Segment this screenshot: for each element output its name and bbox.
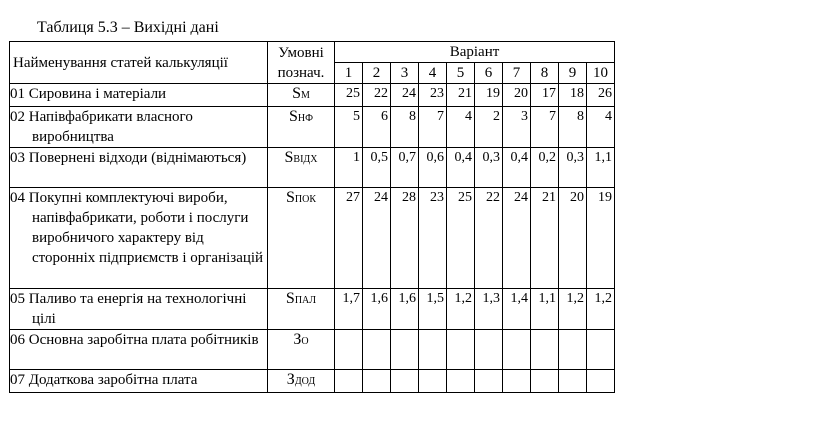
header-symbol-line2: познач. [277,64,325,81]
row-symbol-subscript: ВІДХ [293,154,318,165]
row-name: 02 Напівфабрикати власного виробництва [10,109,193,145]
row-symbol [268,370,335,393]
row-symbol-main: S [292,85,301,102]
row-value-variant-3: 1,6 [391,289,419,330]
row-value-variant-1: 1 [335,148,363,188]
row-value-variant-7: 20 [503,84,531,107]
row-value-variant-5: 25 [447,188,475,289]
row-symbol [268,330,335,370]
row-value-variant-4: 0,6 [419,148,447,188]
row-value-variant-3: 28 [391,188,419,289]
row-value-variant-9: 20 [559,188,587,289]
row-value-variant-2: 24 [363,188,391,289]
row-name-cell [10,107,268,148]
row-symbol [268,289,335,330]
row-name: 07 Додаткова заробітна плата [10,372,198,388]
row-value-variant-5: 0,4 [447,148,475,188]
row-value-variant-4: 23 [419,84,447,107]
row-value-variant-1: 5 [335,107,363,148]
row-value-variant-7: 3 [503,107,531,148]
row-name-cell [10,148,268,188]
row-value-variant-9 [559,370,587,393]
row-symbol-subscript: ПАЛ [294,295,317,306]
row-symbol-subscript: ПОК [294,194,317,205]
variant-number-8: 8 [531,63,559,84]
row-symbol [268,148,335,188]
row-value-variant-3 [391,330,419,370]
row-value-variant-4: 7 [419,107,447,148]
row-value-variant-9: 18 [559,84,587,107]
source-data-table [9,41,615,393]
table-row [10,107,615,148]
row-name: 03 Повернені відходи (віднімаються) [10,150,247,166]
row-value-variant-3: 0,7 [391,148,419,188]
row-name: 01 Сировина і матеріали [10,86,167,102]
row-value-variant-6: 2 [475,107,503,148]
row-value-variant-4 [419,370,447,393]
row-value-variant-6: 0,3 [475,148,503,188]
table-row [10,84,615,107]
row-value-variant-2 [363,330,391,370]
row-value-variant-8 [531,330,559,370]
row-value-variant-1 [335,330,363,370]
row-value-variant-7: 1,4 [503,289,531,330]
row-value-variant-5: 1,2 [447,289,475,330]
row-value-variant-10 [587,330,615,370]
row-value-variant-9: 8 [559,107,587,148]
row-value-variant-3: 8 [391,107,419,148]
row-symbol-main: З [293,331,302,348]
row-value-variant-10: 1,2 [587,289,615,330]
row-value-variant-9 [559,330,587,370]
row-value-variant-4: 1,5 [419,289,447,330]
row-symbol-main: S [284,149,294,166]
header-symbol-line1: Умовні [278,44,324,61]
row-name: 05 Паливо та енергія на технологічні цілі [10,291,247,327]
row-value-variant-10: 26 [587,84,615,107]
row-name: 04 Покупні комплектуючі вироби, напівфабрикати, роботи і послуги виробничого характеру від сторонніх підприємств і організацій [10,190,264,266]
row-value-variant-6 [475,330,503,370]
row-value-variant-8 [531,370,559,393]
variant-number-5: 5 [447,63,475,84]
row-value-variant-8: 0,2 [531,148,559,188]
table-row [10,289,615,330]
row-value-variant-6: 19 [475,84,503,107]
row-value-variant-6: 22 [475,188,503,289]
table-row [10,188,615,289]
row-value-variant-10: 4 [587,107,615,148]
row-value-variant-7: 24 [503,188,531,289]
table-row [10,148,615,188]
row-value-variant-7 [503,330,531,370]
row-name-cell [10,330,268,370]
row-value-variant-5: 21 [447,84,475,107]
table-row [10,330,615,370]
row-value-variant-4 [419,330,447,370]
variant-number-1: 1 [335,63,363,84]
row-value-variant-8: 7 [531,107,559,148]
header-variant: Варіант [335,42,615,63]
row-value-variant-8: 21 [531,188,559,289]
row-value-variant-2: 22 [363,84,391,107]
row-value-variant-6: 1,3 [475,289,503,330]
row-symbol-main: З [286,371,295,388]
row-name-cell [10,84,268,107]
row-value-variant-2 [363,370,391,393]
row-name-cell [10,370,268,393]
row-value-variant-5 [447,330,475,370]
row-value-variant-7 [503,370,531,393]
row-value-variant-5: 4 [447,107,475,148]
row-symbol-subscript: ДОД [294,376,316,387]
variant-number-3: 3 [391,63,419,84]
header-symbol [268,42,335,84]
row-symbol [268,107,335,148]
variant-number-6: 6 [475,63,503,84]
row-value-variant-3: 24 [391,84,419,107]
row-symbol-main: S [288,108,298,125]
row-value-variant-10: 19 [587,188,615,289]
row-value-variant-4: 23 [419,188,447,289]
variant-number-4: 4 [419,63,447,84]
row-symbol-main: S [285,290,295,307]
row-value-variant-7: 0,4 [503,148,531,188]
row-value-variant-2: 6 [363,107,391,148]
row-value-variant-1: 25 [335,84,363,107]
row-name: 06 Основна заробітна плата робітників [10,332,259,348]
row-value-variant-10: 1,1 [587,148,615,188]
table-caption: Таблиця 5.3 – Вихідні дані [37,19,219,36]
row-symbol-subscript: НФ [297,113,314,124]
variant-number-9: 9 [559,63,587,84]
row-value-variant-1: 1,7 [335,289,363,330]
row-value-variant-1: 27 [335,188,363,289]
row-value-variant-2: 0,5 [363,148,391,188]
row-symbol [268,188,335,289]
row-value-variant-5 [447,370,475,393]
variant-number-10: 10 [587,63,615,84]
row-name-cell [10,188,268,289]
header-name: Найменування статей калькуляції [10,42,268,84]
variant-number-7: 7 [503,63,531,84]
row-value-variant-1 [335,370,363,393]
row-symbol-subscript: О [301,336,309,347]
row-value-variant-9: 0,3 [559,148,587,188]
row-value-variant-2: 1,6 [363,289,391,330]
row-value-variant-3 [391,370,419,393]
row-value-variant-6 [475,370,503,393]
variant-number-2: 2 [363,63,391,84]
row-symbol-subscript: М [301,90,310,101]
row-value-variant-10 [587,370,615,393]
row-value-variant-8: 17 [531,84,559,107]
row-value-variant-8: 1,1 [531,289,559,330]
row-symbol [268,84,335,107]
row-symbol-main: S [285,189,295,206]
row-name-cell [10,289,268,330]
row-value-variant-9: 1,2 [559,289,587,330]
table-row [10,370,615,393]
